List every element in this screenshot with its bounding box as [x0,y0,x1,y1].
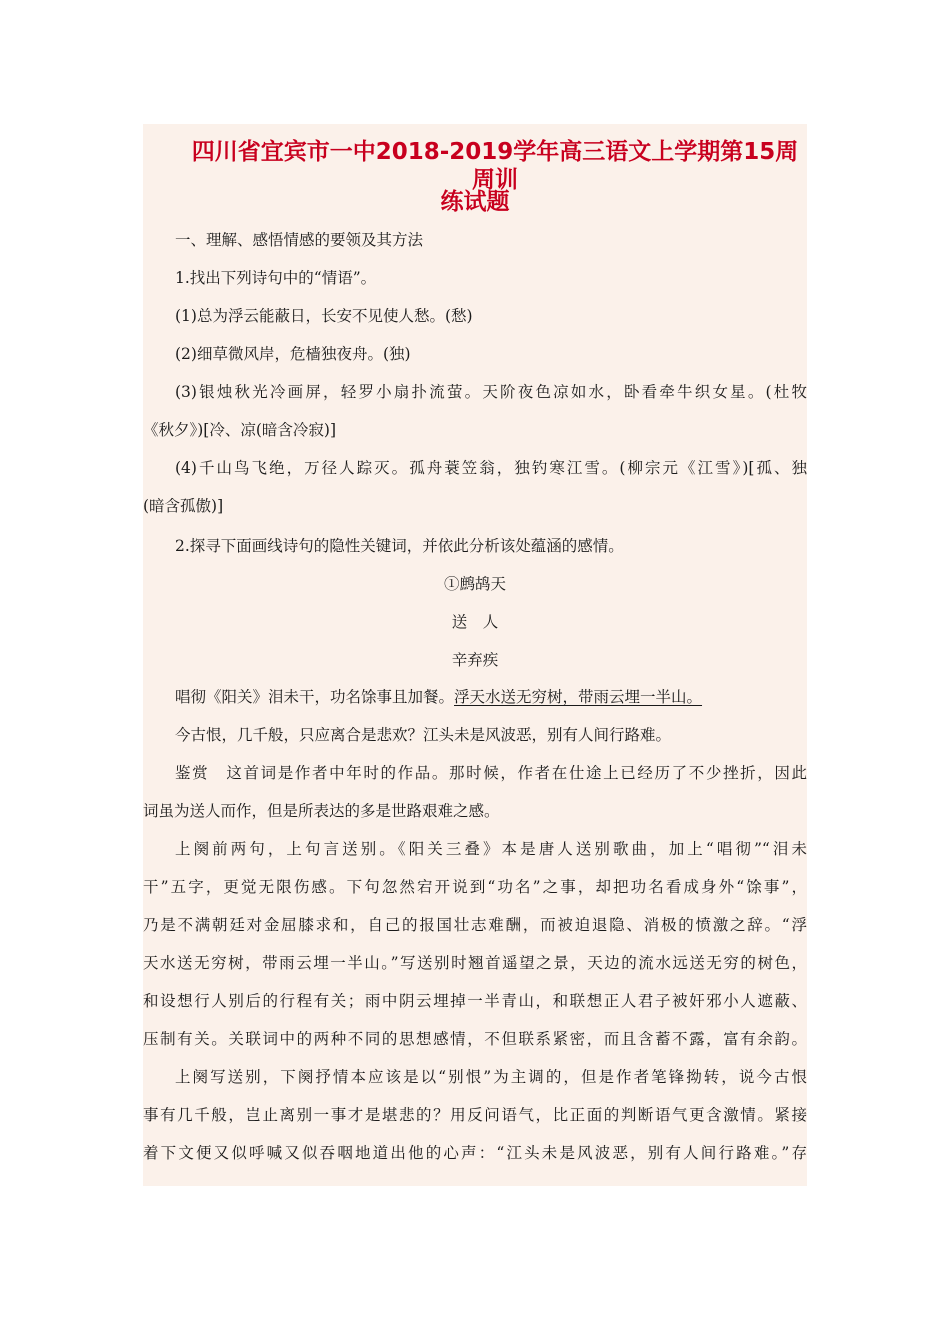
document-page [143,124,807,1186]
question-1-item-4-line2: (暗含孤傲)] [143,497,224,515]
appreciation-line: 词虽为送人而作，但是所表达的多是世路艰难之感。 [143,802,500,820]
appreciation-line: 和设想行人别后的行程有关；雨中阴云埋掉一半青山，和联想正人君子被奸邪小人遮蔽、 [143,992,807,1010]
poem-title: ①鹧鸪天 [443,575,506,593]
appreciation-line: 事有几千般，岂止离别一事才是堪悲的？用反问语气，比正面的判断语气更含激情。紧接 [143,1106,807,1124]
appreciation-line: 压制有关。关联词中的两种不同的思想感情，不但联系紧密，而且含蓄不露，富有余韵。 [143,1030,807,1048]
appreciation-line: 上阕前两句，上句言送别。《阳关三叠》本是唐人送别歌曲，加上“唱彻”“泪未 [175,840,807,858]
poem-line-1 [143,687,807,707]
question-1-item-4-line1: (4)千山鸟飞绝，万径人踪灭。孤舟蓑笠翁，独钓寒江雪。(柳宗元《江雪》)[孤、独 [175,459,807,477]
appreciation-line: 干”五字，更觉无限伤感。下句忽然宕开说到“功名”之事，却把功名看成身外“馀事”， [143,878,807,896]
question-1-stem: 1.找出下列诗句中的“情语”。 [175,269,377,287]
appreciation-line: 着下文便又似呼喊又似吞咽地道出他的心声：“江头未是风波恶，别有人间行路难。”存 [143,1144,807,1162]
appreciation-line: 天水送无穷树，带雨云埋一半山。”写送别时翘首遥望之景，天边的流水远送无穷的树色， [143,954,807,972]
appreciation-line: 上阕写送别，下阕抒情本应该是以“别恨”为主调的，但是作者笔锋拗转，说今古恨 [175,1068,807,1086]
poem-subtitle: 送 人 [451,613,499,631]
poem-author: 辛弃疾 [451,651,499,669]
poem-line-2: 今古恨，几千般，只应离合是悲欢？江头未是风波恶，别有人间行路难。 [175,726,672,744]
appreciation-line: 鉴赏 这首词是作者中年时的作品。那时候，作者在仕途上已经历了不少挫折，因此 [175,764,807,782]
document-title-line2: 练试题 [440,189,510,215]
appreciation-line: 乃是不满朝廷对金屈膝求和，自己的报国壮志难酬，而被迫退隐、消极的愤激之辞。“浮 [143,916,807,934]
question-1-item-3-line2: 《秋夕》)[冷、凉(暗含冷寂)] [143,421,336,439]
document-title-line1: 四川省宜宾市一中2018-2019学年高三语文上学期第15周周训 [191,139,799,193]
poem-line-1-underlined: 浮天水送无穷树，带雨云埋一半山。 [454,688,703,706]
question-1-item-3-line1: (3)银烛秋光冷画屏，轻罗小扇扑流萤。天阶夜色凉如水，卧看牵牛织女星。(杜牧 [175,383,807,401]
question-2-stem: 2.探寻下面画线诗句的隐性关键词，并依此分析该处蕴涵的感情。 [175,537,624,555]
poem-line-1-plain: 唱彻《阳关》泪未干，功名馀事且加餐。 [175,688,455,706]
section-heading: 一、理解、感悟情感的要领及其方法 [175,231,424,249]
question-1-item-1: (1)总为浮云能蔽日，长安不见使人愁。(愁) [175,307,473,325]
question-1-item-2: (2)细草微风岸，危樯独夜舟。(独) [175,345,411,363]
